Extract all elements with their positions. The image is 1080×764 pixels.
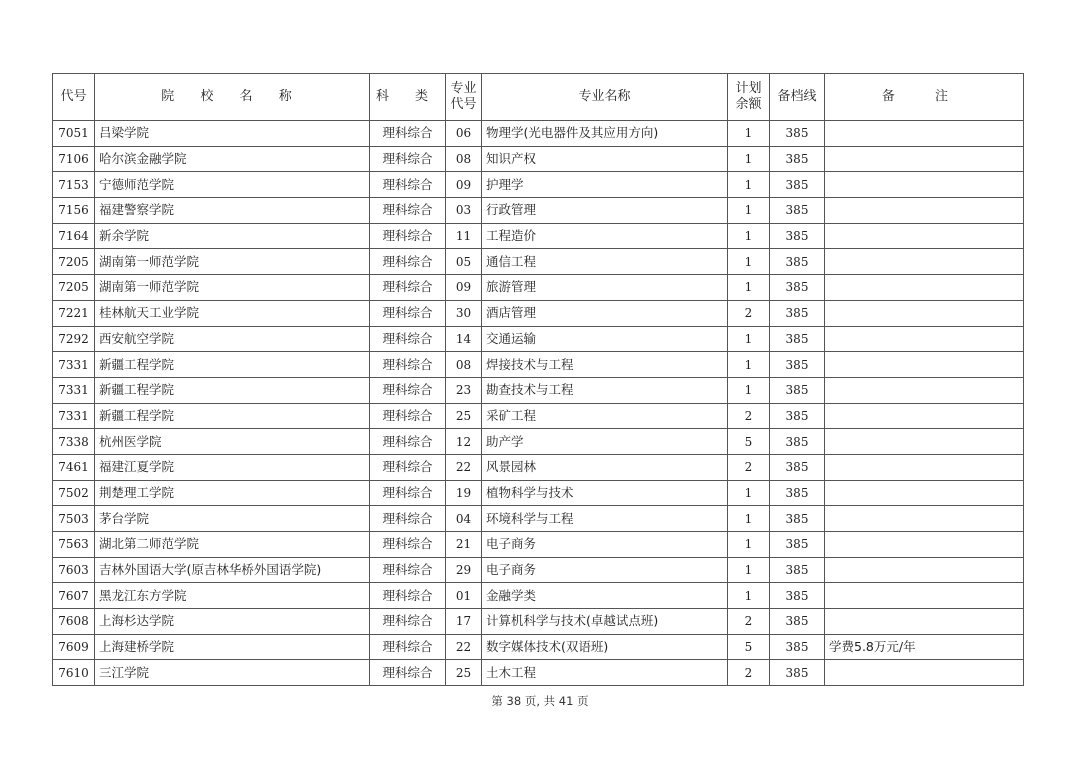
- cell-code: 7205: [53, 249, 95, 275]
- cell-note: [825, 532, 1024, 558]
- cell-quota: 1: [728, 275, 770, 301]
- cell-major-name: 勘查技术与工程: [482, 377, 728, 403]
- cell-note: 学费5.8万元/年: [825, 634, 1024, 660]
- table-row: [53, 352, 1024, 378]
- cell-quota: 1: [728, 146, 770, 172]
- cell-major-code: 21: [446, 532, 482, 558]
- cell-note: [825, 326, 1024, 352]
- cell-school: 福建警察学院: [95, 198, 370, 224]
- cell-school: 杭州医学院: [95, 429, 370, 455]
- cell-major-code: 22: [446, 634, 482, 660]
- cell-code: 7051: [53, 121, 95, 147]
- cell-score: 385: [770, 454, 825, 480]
- cell-code: 7205: [53, 275, 95, 301]
- cell-code: 7502: [53, 480, 95, 506]
- table-row: [53, 429, 1024, 455]
- cell-category: 理科综合: [370, 634, 446, 660]
- cell-note: [825, 275, 1024, 301]
- header-major-name: 专业名称: [482, 74, 728, 121]
- cell-code: 7331: [53, 403, 95, 429]
- cell-code: 7607: [53, 583, 95, 609]
- cell-quota: 2: [728, 403, 770, 429]
- cell-school: 新疆工程学院: [95, 403, 370, 429]
- cell-category: 理科综合: [370, 506, 446, 532]
- cell-code: 7153: [53, 172, 95, 198]
- cell-note: [825, 352, 1024, 378]
- cell-code: 7603: [53, 557, 95, 583]
- cell-category: 理科综合: [370, 532, 446, 558]
- cell-score: 385: [770, 198, 825, 224]
- cell-note: [825, 403, 1024, 429]
- cell-category: 理科综合: [370, 429, 446, 455]
- cell-score: 385: [770, 506, 825, 532]
- header-note: 备 注: [825, 74, 1024, 121]
- cell-major-name: 行政管理: [482, 198, 728, 224]
- cell-category: 理科综合: [370, 660, 446, 686]
- cell-major-code: 17: [446, 609, 482, 635]
- cell-category: 理科综合: [370, 326, 446, 352]
- cell-school: 上海建桥学院: [95, 634, 370, 660]
- table-row: [53, 377, 1024, 403]
- cell-major-name: 物理学(光电器件及其应用方向): [482, 121, 728, 147]
- cell-note: [825, 506, 1024, 532]
- cell-score: 385: [770, 609, 825, 635]
- header-major-code-text: 专业代号: [450, 81, 477, 112]
- cell-category: 理科综合: [370, 403, 446, 429]
- cell-code: 7338: [53, 429, 95, 455]
- cell-major-name: 酒店管理: [482, 300, 728, 326]
- table-row: [53, 121, 1024, 147]
- cell-major-code: 06: [446, 121, 482, 147]
- cell-quota: 1: [728, 121, 770, 147]
- cell-category: 理科综合: [370, 275, 446, 301]
- cell-school: 茅台学院: [95, 506, 370, 532]
- cell-code: 7164: [53, 223, 95, 249]
- cell-category: 理科综合: [370, 352, 446, 378]
- cell-note: [825, 609, 1024, 635]
- cell-quota: 5: [728, 634, 770, 660]
- cell-score: 385: [770, 532, 825, 558]
- cell-major-code: 14: [446, 326, 482, 352]
- cell-note: [825, 223, 1024, 249]
- header-row: [53, 74, 1024, 121]
- header-code: 代号: [53, 74, 95, 121]
- cell-quota: 5: [728, 429, 770, 455]
- cell-note: [825, 249, 1024, 275]
- cell-school: 新疆工程学院: [95, 352, 370, 378]
- cell-school: 桂林航天工业学院: [95, 300, 370, 326]
- header-school: 院 校 名 称: [95, 74, 370, 121]
- cell-major-name: 通信工程: [482, 249, 728, 275]
- cell-school: 湖北第二师范学院: [95, 532, 370, 558]
- cell-school: 西安航空学院: [95, 326, 370, 352]
- cell-note: [825, 454, 1024, 480]
- cell-major-code: 11: [446, 223, 482, 249]
- cell-major-name: 交通运输: [482, 326, 728, 352]
- cell-major-name: 助产学: [482, 429, 728, 455]
- table-row: [53, 532, 1024, 558]
- cell-score: 385: [770, 403, 825, 429]
- cell-note: [825, 146, 1024, 172]
- cell-score: 385: [770, 121, 825, 147]
- cell-major-name: 风景园林: [482, 454, 728, 480]
- cell-code: 7106: [53, 146, 95, 172]
- cell-code: 7156: [53, 198, 95, 224]
- cell-note: [825, 377, 1024, 403]
- cell-category: 理科综合: [370, 609, 446, 635]
- cell-major-name: 环境科学与工程: [482, 506, 728, 532]
- cell-note: [825, 480, 1024, 506]
- cell-major-code: 09: [446, 172, 482, 198]
- cell-school: 三江学院: [95, 660, 370, 686]
- cell-score: 385: [770, 583, 825, 609]
- cell-major-code: 22: [446, 454, 482, 480]
- cell-quota: 1: [728, 480, 770, 506]
- table-row: [53, 326, 1024, 352]
- cell-category: 理科综合: [370, 454, 446, 480]
- cell-score: 385: [770, 377, 825, 403]
- cell-category: 理科综合: [370, 583, 446, 609]
- header-score: 备档线: [770, 74, 825, 121]
- cell-quota: 1: [728, 557, 770, 583]
- cell-quota: 1: [728, 326, 770, 352]
- cell-major-code: 04: [446, 506, 482, 532]
- cell-quota: 1: [728, 377, 770, 403]
- cell-major-code: 29: [446, 557, 482, 583]
- cell-major-code: 19: [446, 480, 482, 506]
- cell-score: 385: [770, 223, 825, 249]
- cell-category: 理科综合: [370, 223, 446, 249]
- cell-category: 理科综合: [370, 172, 446, 198]
- page-footer: 第 38 页, 共 41 页: [491, 694, 589, 708]
- cell-school: 上海杉达学院: [95, 609, 370, 635]
- table-row: [53, 454, 1024, 480]
- cell-quota: 1: [728, 352, 770, 378]
- cell-quota: 1: [728, 198, 770, 224]
- cell-quota: 1: [728, 583, 770, 609]
- cell-quota: 2: [728, 300, 770, 326]
- cell-major-name: 植物科学与技术: [482, 480, 728, 506]
- cell-category: 理科综合: [370, 480, 446, 506]
- cell-code: 7503: [53, 506, 95, 532]
- cell-quota: 1: [728, 249, 770, 275]
- cell-score: 385: [770, 634, 825, 660]
- table-row: [53, 275, 1024, 301]
- cell-category: 理科综合: [370, 249, 446, 275]
- cell-score: 385: [770, 352, 825, 378]
- cell-score: 385: [770, 300, 825, 326]
- table-row: [53, 300, 1024, 326]
- cell-school: 新余学院: [95, 223, 370, 249]
- cell-score: 385: [770, 429, 825, 455]
- cell-code: 7610: [53, 660, 95, 686]
- table-row: [53, 557, 1024, 583]
- table-row: [53, 403, 1024, 429]
- cell-code: 7292: [53, 326, 95, 352]
- cell-school: 吕梁学院: [95, 121, 370, 147]
- cell-school: 宁德师范学院: [95, 172, 370, 198]
- cell-category: 理科综合: [370, 198, 446, 224]
- cell-major-code: 03: [446, 198, 482, 224]
- table-row: [53, 609, 1024, 635]
- cell-major-code: 08: [446, 146, 482, 172]
- cell-major-name: 旅游管理: [482, 275, 728, 301]
- cell-major-name: 工程造价: [482, 223, 728, 249]
- table-row: [53, 223, 1024, 249]
- cell-major-code: 09: [446, 275, 482, 301]
- cell-score: 385: [770, 249, 825, 275]
- header-quota-text: 计划余额: [735, 81, 762, 112]
- table-row: [53, 198, 1024, 224]
- cell-note: [825, 198, 1024, 224]
- cell-school: 湖南第一师范学院: [95, 275, 370, 301]
- cell-quota: 2: [728, 660, 770, 686]
- cell-school: 黑龙江东方学院: [95, 583, 370, 609]
- cell-code: 7608: [53, 609, 95, 635]
- admission-table: [52, 73, 1024, 686]
- cell-code: 7609: [53, 634, 95, 660]
- cell-code: 7563: [53, 532, 95, 558]
- table-row: [53, 634, 1024, 660]
- cell-category: 理科综合: [370, 146, 446, 172]
- cell-category: 理科综合: [370, 557, 446, 583]
- cell-school: 哈尔滨金融学院: [95, 146, 370, 172]
- cell-note: [825, 583, 1024, 609]
- table-row: [53, 146, 1024, 172]
- cell-note: [825, 300, 1024, 326]
- cell-quota: 1: [728, 506, 770, 532]
- cell-school: 湖南第一师范学院: [95, 249, 370, 275]
- cell-category: 理科综合: [370, 300, 446, 326]
- cell-note: [825, 121, 1024, 147]
- cell-major-name: 护理学: [482, 172, 728, 198]
- cell-score: 385: [770, 557, 825, 583]
- table-row: [53, 660, 1024, 686]
- header-quota: [728, 74, 770, 121]
- cell-major-name: 知识产权: [482, 146, 728, 172]
- cell-score: 385: [770, 326, 825, 352]
- table-row: [53, 506, 1024, 532]
- cell-school: 福建江夏学院: [95, 454, 370, 480]
- cell-code: 7331: [53, 377, 95, 403]
- cell-school: 新疆工程学院: [95, 377, 370, 403]
- table-body: [53, 121, 1024, 686]
- cell-school: 吉林外国语大学(原吉林华桥外国语学院): [95, 557, 370, 583]
- cell-major-code: 08: [446, 352, 482, 378]
- cell-code: 7331: [53, 352, 95, 378]
- cell-note: [825, 429, 1024, 455]
- cell-major-code: 05: [446, 249, 482, 275]
- cell-major-code: 30: [446, 300, 482, 326]
- table-row: [53, 583, 1024, 609]
- cell-major-name: 电子商务: [482, 532, 728, 558]
- cell-note: [825, 172, 1024, 198]
- cell-major-name: 土木工程: [482, 660, 728, 686]
- cell-quota: 1: [728, 223, 770, 249]
- table-row: [53, 480, 1024, 506]
- cell-note: [825, 557, 1024, 583]
- cell-major-code: 12: [446, 429, 482, 455]
- cell-score: 385: [770, 172, 825, 198]
- cell-quota: 1: [728, 532, 770, 558]
- cell-score: 385: [770, 275, 825, 301]
- cell-major-code: 23: [446, 377, 482, 403]
- cell-score: 385: [770, 660, 825, 686]
- cell-major-name: 焊接技术与工程: [482, 352, 728, 378]
- cell-category: 理科综合: [370, 377, 446, 403]
- cell-score: 385: [770, 480, 825, 506]
- cell-school: 荆楚理工学院: [95, 480, 370, 506]
- cell-category: 理科综合: [370, 121, 446, 147]
- cell-major-name: 采矿工程: [482, 403, 728, 429]
- cell-major-code: 25: [446, 403, 482, 429]
- cell-major-name: 计算机科学与技术(卓越试点班): [482, 609, 728, 635]
- cell-quota: 2: [728, 609, 770, 635]
- header-category: 科 类: [370, 74, 446, 121]
- cell-major-name: 数字媒体技术(双语班): [482, 634, 728, 660]
- cell-code: 7461: [53, 454, 95, 480]
- table-row: [53, 172, 1024, 198]
- cell-major-name: 电子商务: [482, 557, 728, 583]
- cell-quota: 1: [728, 172, 770, 198]
- header-major-code: [446, 74, 482, 121]
- cell-note: [825, 660, 1024, 686]
- cell-major-code: 25: [446, 660, 482, 686]
- cell-quota: 2: [728, 454, 770, 480]
- cell-major-code: 01: [446, 583, 482, 609]
- table-row: [53, 249, 1024, 275]
- cell-code: 7221: [53, 300, 95, 326]
- cell-score: 385: [770, 146, 825, 172]
- cell-major-name: 金融学类: [482, 583, 728, 609]
